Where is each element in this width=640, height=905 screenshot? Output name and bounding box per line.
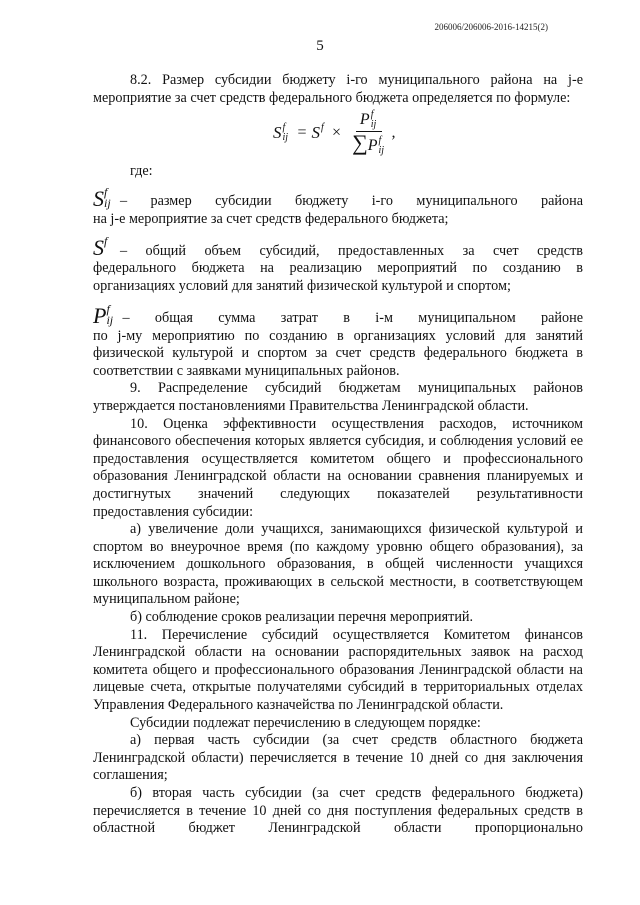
paragraph-11: 11. Перечисление субсидий осуществляется Комитетом финансов Ленинградской области на основании распорядительных заявок на расход комитета общего и профессионального образования Ленинградской области на лицевые счета, открытые получателями субсидий в территориальных отделах Управления Федерального казначейства по Ленинградской области. xyxy=(93,626,583,714)
paragraph-11-b: б) вторая часть субсидии (за счет средств федерального бюджета) перечисляется в течение 10 дней со дня поступления федеральных средств в областной бюджет Ленинградской области пропорционально xyxy=(93,785,583,837)
definition-p-ij: P f ij – общая сумма затрат в i-м муниципальном районе по j-му мероприятию по созданию в организациях условий для занятий физической культурой и спортом за счет средств федерального бюджета в соответствии с заявками муниципальных районов. xyxy=(93,301,583,379)
formula-comma: , xyxy=(391,123,396,141)
page-number: 5 xyxy=(316,38,324,54)
formula-denominator: ∑P f ij xyxy=(352,129,385,156)
where-label: где: xyxy=(130,163,153,180)
formula-numerator: P f ij xyxy=(356,111,382,132)
subsidy-formula xyxy=(273,111,396,154)
sum-symbol: ∑ xyxy=(352,129,368,155)
formula-block xyxy=(93,107,583,163)
document-id: 206006/206006-2016-14215(2) xyxy=(434,22,548,32)
paragraph-10-b: б) соблюдение сроков реализации перечня мероприятий. xyxy=(130,609,474,626)
formula-lhs: S f ij xyxy=(273,121,289,143)
document-body xyxy=(93,72,583,838)
symbol-s-total: S f xyxy=(93,234,108,261)
definition-s-total: S f – общий объем субсидий, предоставленных за счет средств федерального бюджета на реализацию мероприятий по созданию в организациях условий для занятий физической культурой и спортом; xyxy=(93,234,583,294)
paragraph-11-a: а) первая часть субсидии (за счет средств областного бюджета Ленинградской области) перечисляется в течение 10 дней со дня заключения соглашения; xyxy=(93,732,583,784)
paragraph-9: 9. Распределение субсидий бюджетам муниципальных районов утверждается постановлениями Правительства Ленинградской области. xyxy=(93,380,583,414)
formula-fraction xyxy=(352,111,385,154)
formula-times: × xyxy=(332,123,342,141)
symbol-p-ij: P f ij xyxy=(93,301,114,328)
formula-total: S f xyxy=(311,121,324,142)
paragraph-10: 10. Оценка эффективности осуществления расходов, источником финансового обеспечения которых является субсидия, и соблюдения условий ее предоставления осуществляется комитетом общего и профессионального образования Ленинградской области на основании сравнения планируемых и достигнутых значений следующих показателей результативности предоставления субсидии: xyxy=(93,415,583,520)
symbol-s-ij: S f ij xyxy=(93,184,111,211)
definition-s-ij: S f ij – размер субсидии бюджету i-го муниципального района на j-е мероприятие за счет средств федерального бюджета; xyxy=(93,184,583,227)
formula-equals: = xyxy=(297,123,307,141)
paragraph-11-order: Субсидии подлежат перечислению в следующем порядке: xyxy=(130,714,481,731)
paragraph-8-2: 8.2. Размер субсидии бюджету i-го муниципального района на j-е мероприятие за счет средств федерального бюджета определяется по формуле: xyxy=(93,72,583,106)
paragraph-10-a: а) увеличение доли учащихся, занимающихся физической культурой и спортом во внеурочное время (по каждому уровню общего образования), за исключением дошкольного образования, в общей численности учащихся школьного возраста, проживающих в сельской местности, в соответствующем муниципальном районе; xyxy=(93,521,583,608)
